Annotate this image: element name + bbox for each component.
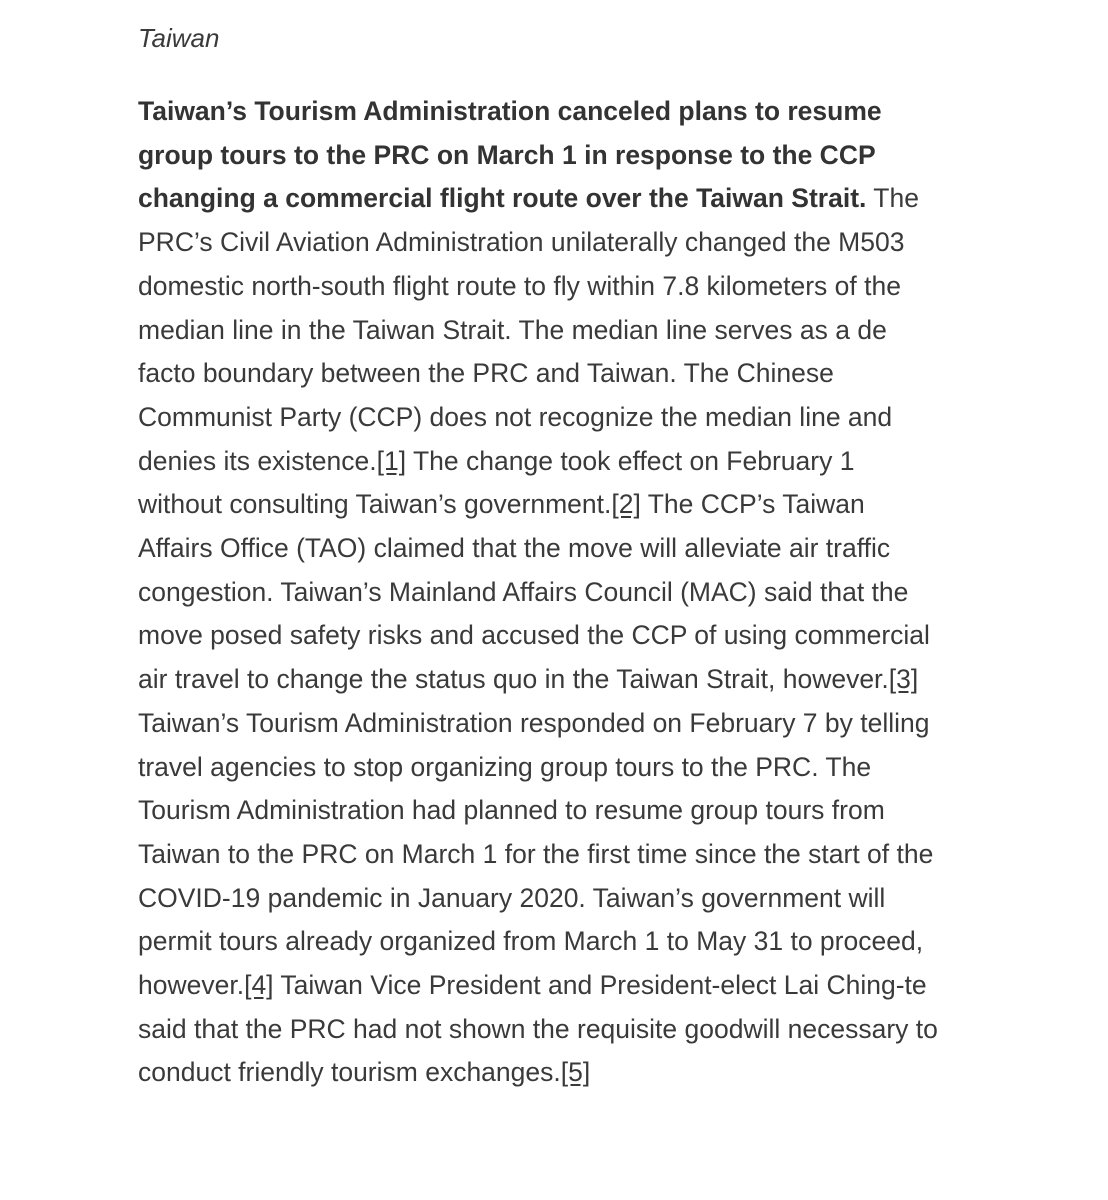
article-paragraph <box>138 90 938 1095</box>
section-label: Taiwan <box>138 23 220 53</box>
paragraph-text-2: The change took effect on February 1 without consulting Taiwan’s government. <box>138 445 855 520</box>
article-page <box>138 18 938 1095</box>
paragraph-text-5: Taiwan Vice President and President-elect Lai Ching-te said that the PRC had not shown the requisite goodwill necessary to conduct friendly tourism exchanges. <box>138 970 938 1088</box>
paragraph-text-4: Taiwan’s Tourism Administration responded on February 7 by telling travel agencies to stop organizing group tours to the PRC. The Tourism Administration had planned to resume group tours from Taiwan to the PRC on March 1 for the first time since the start of the COVID-19 pandemic in January 2020. Taiwan’s government will permit tours already organized from March 1 to May 31 to proceed, however. <box>138 707 934 1001</box>
footnote-link-4[interactable]: [4] <box>244 970 274 1001</box>
footnote-link-3[interactable]: [3] <box>888 664 919 695</box>
lead-sentence: Taiwan’s Tourism Administration canceled plans to resume group tours to the PRC on March 1 in response to the CCP changing a commercial flight route over the Taiwan Strait. <box>138 96 882 214</box>
footnote-link-2[interactable]: [2] <box>611 489 641 520</box>
footnote-link-5[interactable]: [5] <box>560 1057 591 1088</box>
paragraph-text-3: The CCP’s Taiwan Affairs Office (TAO) claimed that the move will alleviate air traffic congestion. Taiwan’s Mainland Affairs Council (MAC) said that the move posed safety risks and accused the CCP of using commercial air travel to change the status quo in the Taiwan Strait, however. <box>138 489 930 695</box>
footnote-link-1[interactable]: [1] <box>376 445 407 476</box>
paragraph-text-1: The PRC’s Civil Aviation Administration unilaterally changed the M503 domestic north-south flight route to fly within 7.8 kilometers of the median line in the Taiwan Strait. The median line serves as a de facto boundary between the PRC and Taiwan. The Chinese Communist Party (CCP) does not recognize the median line and denies its existence. <box>138 183 919 476</box>
